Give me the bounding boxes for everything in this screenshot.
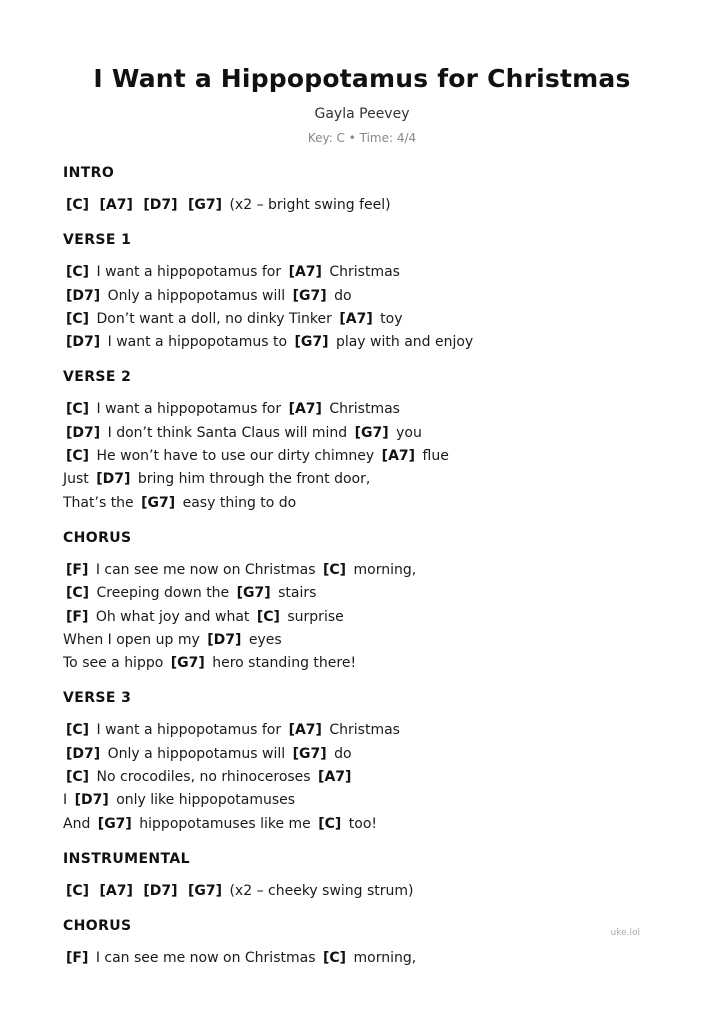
song-section [63, 367, 663, 514]
lyric-text: To see a hippo [63, 655, 164, 672]
chord: [D7] [66, 745, 101, 762]
lyric-text: Christmas [329, 722, 400, 739]
chord: [C] [66, 401, 90, 418]
chord: [D7] [207, 631, 242, 648]
song-section [63, 163, 663, 217]
chord: [A7] [288, 401, 322, 418]
chord: [A7] [288, 264, 322, 281]
lyric-text: I don’t think Santa Claus will mind [107, 424, 348, 441]
lyric-text: Only a hippopotamus will [107, 745, 286, 762]
lyric-line [63, 789, 663, 812]
lyric-text: hippopotamuses like me [139, 815, 311, 832]
chord: [A7] [99, 882, 133, 899]
section-label: INTRO [63, 165, 115, 181]
lyric-line [63, 261, 663, 284]
chord: [G7] [187, 882, 223, 899]
chord: [D7] [66, 287, 101, 304]
lyric-line [63, 606, 663, 629]
lyric-line [63, 492, 663, 515]
lyric-text: Christmas [329, 401, 400, 418]
chord: [C] [66, 264, 90, 281]
chord: [C] [66, 722, 90, 739]
chord: [D7] [74, 792, 109, 809]
lyric-text: Christmas [329, 264, 400, 281]
lyric-line [63, 285, 663, 308]
lyric-text: Oh what joy and what [95, 608, 250, 625]
chord: [D7] [96, 471, 131, 488]
lyric-text: do [334, 745, 352, 762]
chord: [A7] [339, 310, 373, 327]
chord: [G7] [294, 334, 329, 351]
lyric-text: only like hippopotamuses [116, 792, 296, 809]
chord: [F] [66, 608, 89, 625]
section-label: INSTRUMENTAL [63, 850, 190, 867]
lyric-text: morning, [353, 950, 417, 967]
song-section [63, 528, 663, 675]
lyric-text: hero standing there! [212, 655, 357, 672]
chord: [C] [66, 882, 90, 899]
lyric-line [63, 766, 663, 789]
watermark: uke.lol [610, 928, 640, 938]
lyric-text: eyes [248, 631, 282, 648]
lyric-text: toy [380, 310, 403, 327]
lyric-line [63, 559, 663, 582]
lyric-text: Creeping down the [96, 585, 230, 602]
chord: [D7] [66, 334, 101, 351]
song-title: I Want a Hippopotamus for Christmas [93, 64, 631, 93]
section-label: VERSE 1 [63, 232, 132, 249]
chord: [G7] [170, 655, 205, 672]
chord: [C] [66, 585, 90, 602]
lyric-line [63, 398, 663, 421]
section-label: VERSE 2 [63, 369, 132, 386]
lyric-text: I want a hippopotamus for [96, 722, 282, 739]
lyric-line [63, 308, 663, 331]
chord: [F] [66, 561, 89, 578]
lyric-line [63, 468, 663, 491]
chord: [D7] [66, 424, 101, 441]
chord: [A7] [99, 197, 133, 213]
chord: [C] [318, 815, 342, 832]
lyric-text: I want a hippopotamus for [96, 401, 282, 418]
chord: [C] [66, 448, 90, 465]
lyric-line [63, 629, 663, 652]
lyric-line [63, 880, 663, 903]
chord: [A7] [318, 769, 352, 786]
chord: [G7] [141, 494, 176, 511]
lyric-text: too! [348, 815, 377, 832]
lyric-line [63, 194, 663, 217]
lyric-text: Just [63, 471, 89, 488]
lyric-text: easy thing to do [182, 494, 297, 511]
lyric-line [63, 445, 663, 468]
chord: [G7] [236, 585, 271, 602]
lyric-text: No crocodiles, no rhinoceroses [96, 769, 311, 786]
chord: [G7] [292, 287, 327, 304]
lyric-line [63, 947, 663, 970]
chord: [A7] [381, 448, 416, 465]
chord: [G7] [187, 197, 223, 213]
lyric-text: When I open up my [63, 631, 200, 648]
lyric-text: Don’t want a doll, no dinky Tinker [96, 310, 332, 327]
chord: [C] [66, 769, 90, 786]
song-key-time: Key: C • Time: 4/4 [307, 131, 417, 145]
song-section [63, 849, 663, 903]
lyric-text: And [63, 815, 91, 832]
lyric-text: I can see me now on Christmas [95, 561, 316, 578]
section-label: CHORUS [63, 529, 132, 546]
lyric-text: I want a hippopotamus for [96, 264, 282, 281]
song-section [63, 230, 663, 354]
section-label: VERSE 3 [63, 690, 132, 707]
lyric-text: play with and enjoy [335, 334, 474, 351]
song-artist: Gayla Peevey [314, 106, 410, 122]
lyric-line [63, 422, 663, 445]
lyric-line [63, 719, 663, 742]
lyric-text: I [63, 792, 68, 809]
chord: [C] [322, 950, 347, 967]
lyric-text: Only a hippopotamus will [107, 287, 286, 304]
lyric-line [63, 743, 663, 766]
song-section [63, 916, 663, 970]
lyric-text: He won’t have to use our dirty chimney [96, 448, 375, 465]
lyric-line [63, 652, 663, 675]
lyric-text: flue [422, 448, 449, 465]
chord: [G7] [354, 424, 389, 441]
section-label: CHORUS [63, 918, 132, 935]
lyric-text: That’s the [63, 494, 134, 511]
chord: [G7] [97, 815, 132, 832]
lyric-text: (x2 – cheeky swing strum) [229, 882, 414, 899]
lyric-text: (x2 – bright swing feel) [229, 197, 391, 213]
lyric-text: bring him through the front door, [137, 471, 371, 488]
chord: [C] [256, 608, 280, 625]
lyric-text: morning, [353, 561, 417, 578]
song-body [63, 163, 663, 971]
lyric-text: surprise [287, 608, 344, 625]
chord: [D7] [143, 882, 178, 899]
chord: [C] [322, 561, 347, 578]
lyric-line [63, 813, 663, 836]
song-section [63, 688, 663, 835]
chord: [A7] [288, 722, 322, 739]
chord: [G7] [292, 745, 327, 762]
lyric-line [63, 331, 663, 354]
lyric-text: you [396, 424, 422, 441]
chord: [D7] [143, 197, 178, 213]
lyric-text: I can see me now on Christmas [95, 950, 316, 967]
chord: [C] [66, 197, 90, 213]
lyric-line [63, 582, 663, 605]
chord: [F] [66, 950, 89, 967]
lyric-text: do [334, 287, 352, 304]
chord: [C] [66, 310, 90, 327]
lyric-text: stairs [278, 585, 317, 602]
lyric-text: I want a hippopotamus to [107, 334, 288, 351]
